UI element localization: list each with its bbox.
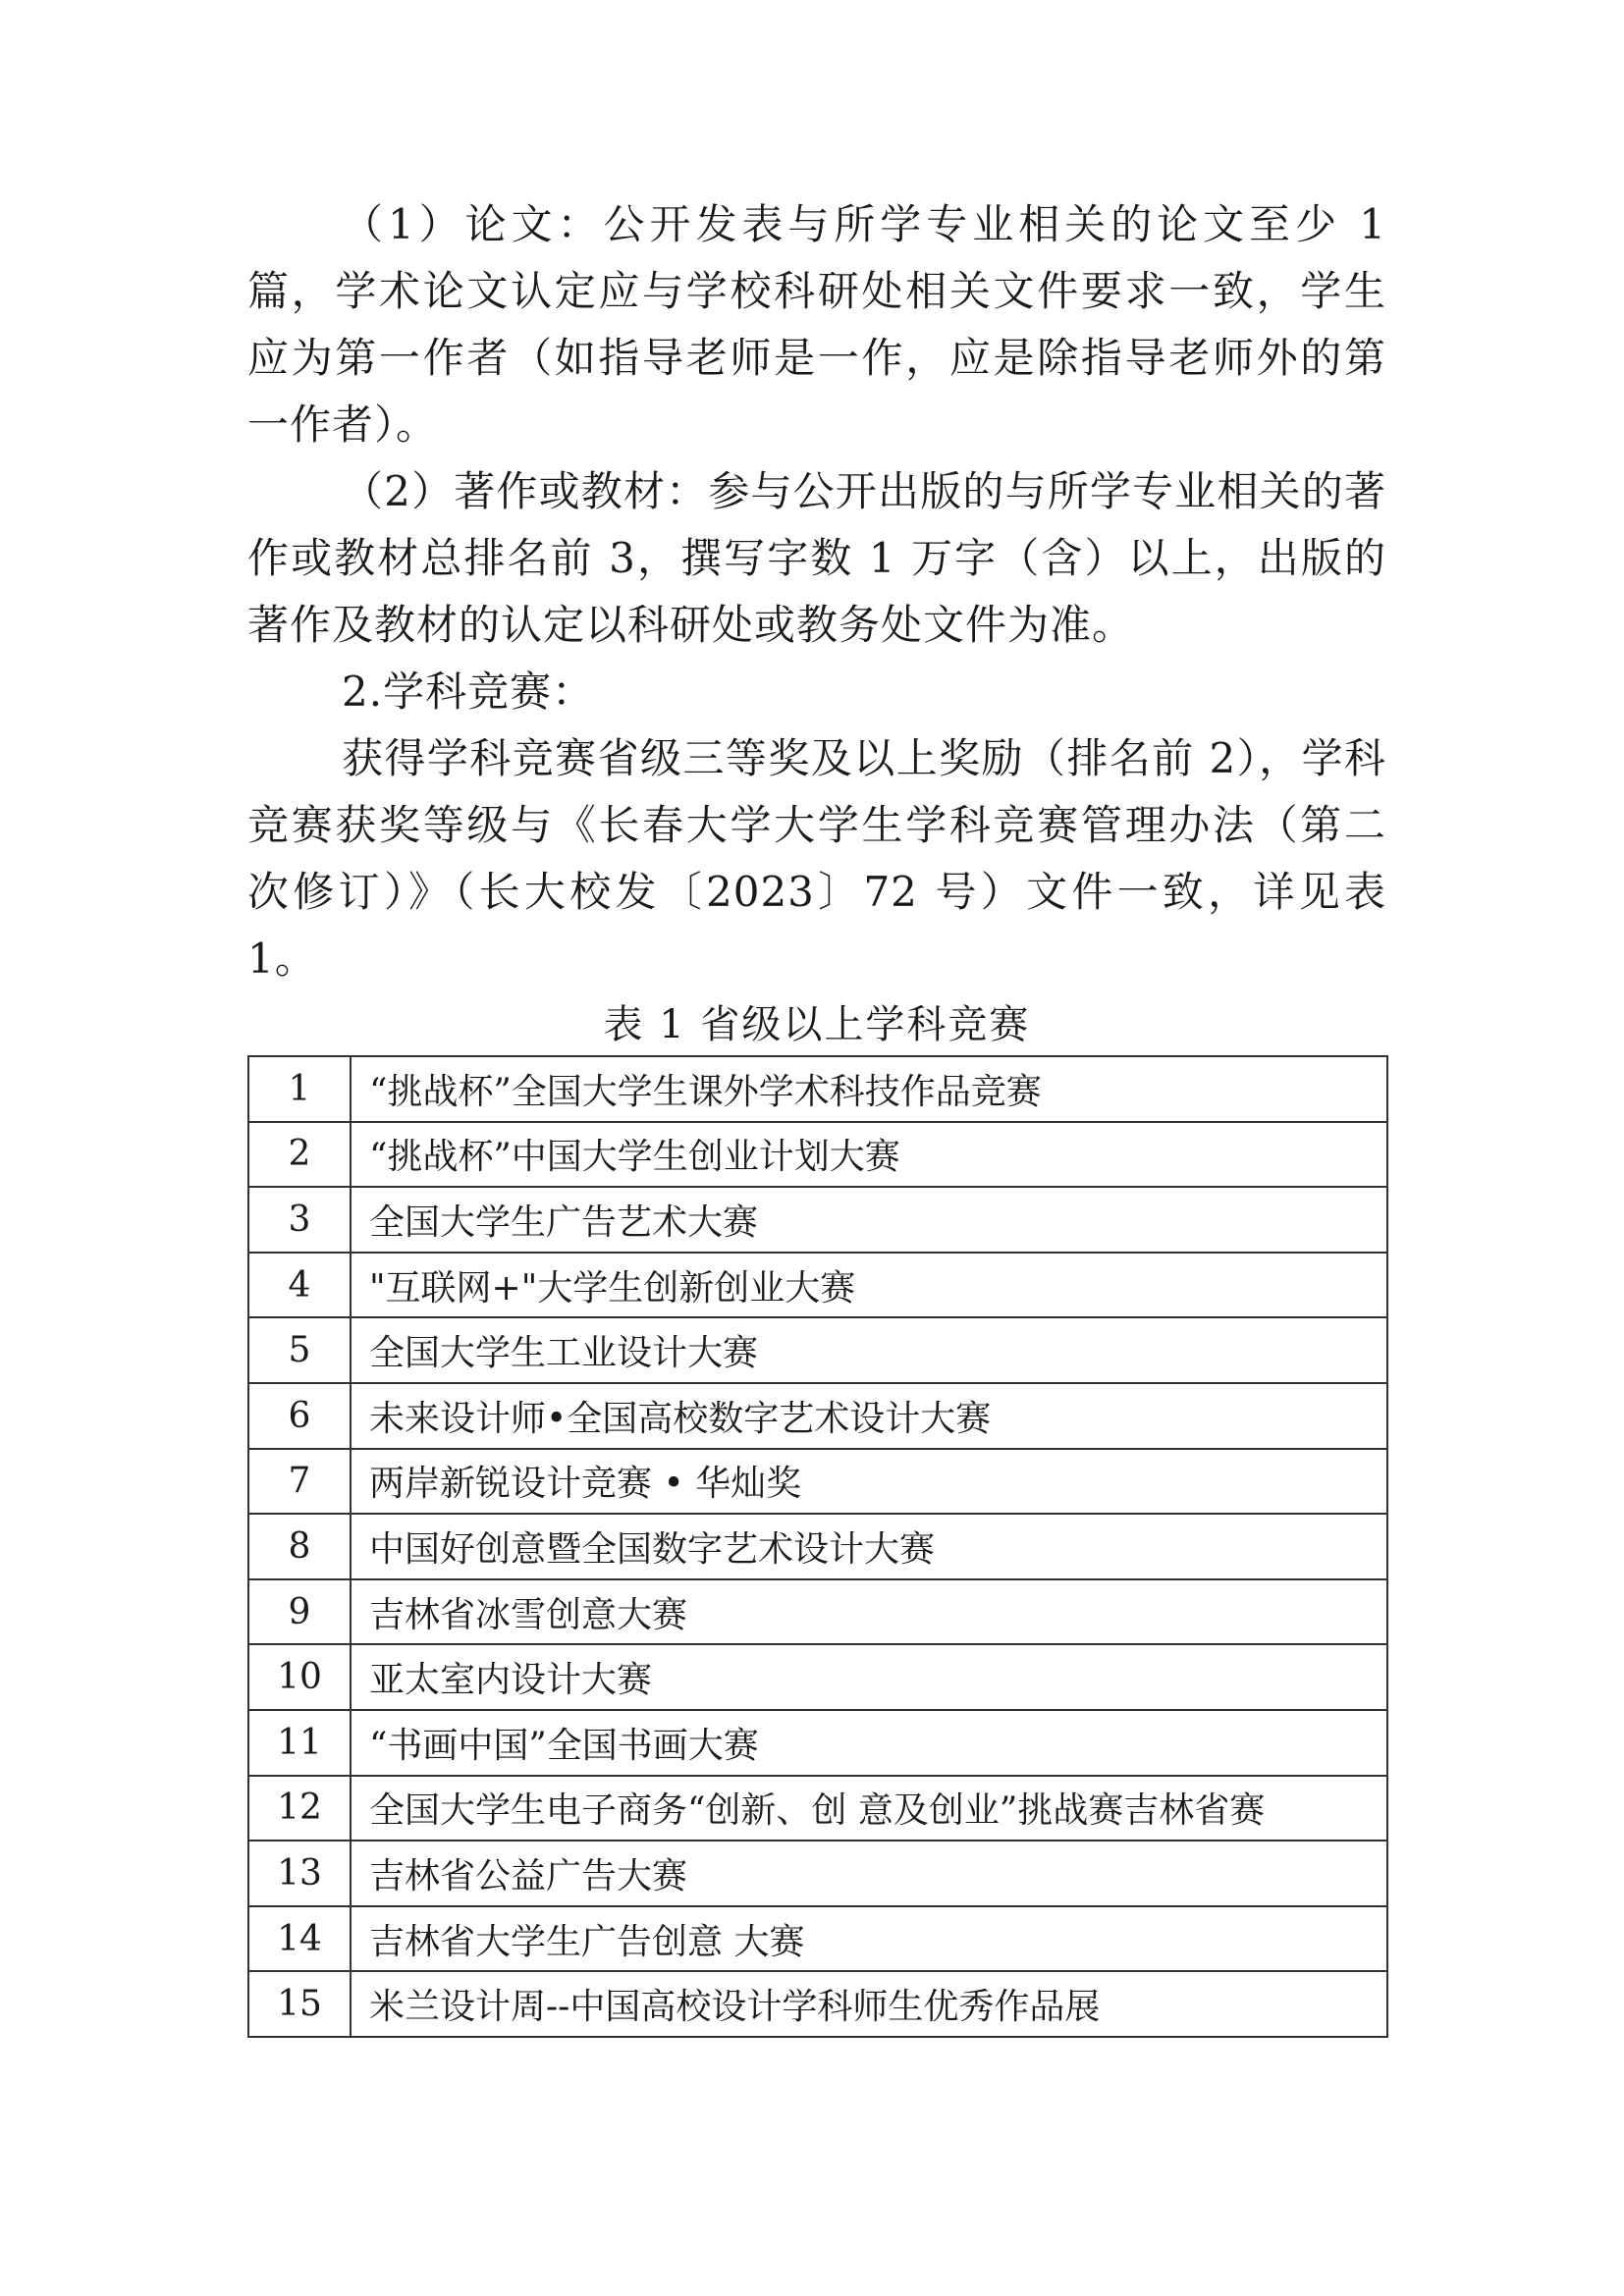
competition-name: 全国大学生电子商务“创新、创 意及创业”挑战赛吉林省赛: [351, 1776, 1387, 1842]
competition-name: 吉林省大学生广告创意 大赛: [351, 1906, 1387, 1972]
row-number: 10: [248, 1644, 351, 1710]
competition-name: 两岸新锐设计竞赛 • 华灿奖: [351, 1449, 1387, 1515]
table-row: [248, 1841, 1387, 1906]
body-text: [247, 191, 1386, 992]
table-row: [248, 1383, 1387, 1449]
row-number: 1: [248, 1056, 351, 1122]
table-row: [248, 1253, 1387, 1318]
competition-name: 中国好创意暨全国数字艺术设计大赛: [351, 1514, 1387, 1579]
row-number: 11: [248, 1710, 351, 1776]
competition-name: “挑战杯”中国大学生创业计划大赛: [351, 1122, 1387, 1188]
competition-name: 米兰设计周--中国高校设计学科师生优秀作品展: [351, 1971, 1387, 2037]
table-row: [248, 1317, 1387, 1383]
row-number: 2: [248, 1122, 351, 1188]
row-number: 15: [248, 1971, 351, 2037]
table-row: [248, 1056, 1387, 1122]
competition-name: “挑战杯”全国大学生课外学术科技作品竞赛: [351, 1056, 1387, 1122]
paragraph-competition: 获得学科竞赛省级三等奖及以上奖励（排名前 2），学科竞赛获奖等级与《长春大学大学生学科竞赛管理办法（第二次修订）》（长大校发〔2023〕72 号）文件一致，详见表 1。: [247, 734, 1386, 983]
competition-name: 亚太室内设计大赛: [351, 1644, 1387, 1710]
row-number: 8: [248, 1514, 351, 1579]
competition-name: "互联网+"大学生创新创业大赛: [351, 1253, 1387, 1318]
row-number: 3: [248, 1187, 351, 1253]
paragraph-textbook: （2）著作或教材：参与公开出版的与所学专业相关的著作或教材总排名前 3，撰写字数 1 万字（含）以上，出版的著作及教材的认定以科研处或教务处文件为准。: [247, 467, 1386, 649]
table-row: [248, 1579, 1387, 1645]
row-number: 6: [248, 1383, 351, 1449]
row-number: 7: [248, 1449, 351, 1515]
competition-name: 全国大学生广告艺术大赛: [351, 1187, 1387, 1253]
table-caption: 表 1 省级以上学科竞赛: [603, 1002, 1031, 1047]
paragraph-thesis: （1）论文：公开发表与所学专业相关的论文至少 1 篇，学术论文认定应与学校科研处相关文件要求一致，学生应为第一作者（如指导老师是一作，应是除指导老师外的第一作者）。: [247, 200, 1386, 449]
table-row: [248, 1122, 1387, 1188]
table-row: [248, 1710, 1387, 1776]
competition-name: 未来设计师•全国高校数字艺术设计大赛: [351, 1383, 1387, 1449]
row-number: 13: [248, 1841, 351, 1906]
table-row: [248, 1906, 1387, 1972]
row-number: 5: [248, 1317, 351, 1383]
table-row: [248, 1776, 1387, 1842]
competition-name: 吉林省冰雪创意大赛: [351, 1579, 1387, 1645]
competition-name: 全国大学生工业设计大赛: [351, 1317, 1387, 1383]
row-number: 4: [248, 1253, 351, 1318]
table-row: [248, 1514, 1387, 1579]
competition-table: [247, 1055, 1388, 2038]
row-number: 9: [248, 1579, 351, 1645]
table-row: [248, 1971, 1387, 2037]
table-row: [248, 1187, 1387, 1253]
row-number: 14: [248, 1906, 351, 1972]
table-row: [248, 1644, 1387, 1710]
competition-name: “书画中国”全国书画大赛: [351, 1710, 1387, 1776]
row-number: 12: [248, 1776, 351, 1842]
table-row: [248, 1449, 1387, 1515]
section-heading-competition: 2.学科竞赛：: [342, 667, 595, 716]
competition-name: 吉林省公益广告大赛: [351, 1841, 1387, 1906]
